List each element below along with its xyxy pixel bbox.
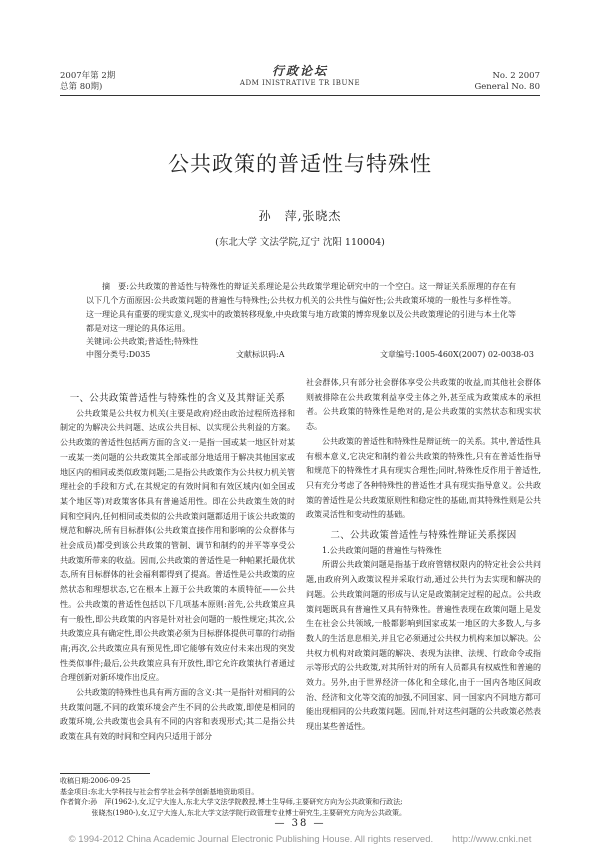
section-heading-1: 一、公共政策普适性与特殊性的含义及其辩证关系 [69, 393, 286, 404]
section-heading-2: 二、公共政策普适性与特殊性辩证关系探因 [330, 530, 517, 542]
header-right-line1: No. 2 2007 [492, 71, 540, 81]
abstract-text: 摘 要:公共政策的普适性与特殊性的辩证关系理论是公共政策学理论研究中的一个空白。这一辩证关系原理的存在有以下几个方面原因:公共政策问题的普遍性与特殊性;公共权力机关的公共性与偏好性;公共政策环境的一般性与多样性等。这一理论具有重要的现实意义,现实中的政策转移现象,中央政策与地方政策的博弈现象以及公共政策理论的引进与本土化等都是对这一理论的具体运用。 [86, 282, 516, 333]
header-left-line1: 2007年第 2期 [60, 71, 116, 81]
fund-note: 基金项目:东北大学科技与社会哲学社会科学创新基地资助项目。 [60, 787, 259, 796]
left-column [60, 392, 295, 745]
article-number: 文章编号:1005-460X(2007) 02-0038-03 [380, 350, 534, 359]
subsection-heading: 1.公共政策问题的普遍性与特殊性 [322, 545, 442, 555]
paragraph: 公共政策是公共权力机关(主要是政府)经由政治过程所选择和制定的为解决公共问题、达成公共目标、以实现公共利益的方案。公共政策的普适性包括两方面的含义:一是指一国或某一地区针对某一或某一类问题的公共政策其全部或部分地适用于解决其他国家或地区内的相同或类似政策问题;二是指公共政策作为公共权力机关管理社会的手段和方式,在其规定的有效时间和有效区域内(如全国或某个地区等)对政策客体具有普遍适用性。即在公共政策生效的时间和空间内,任何相同或类似的公共政策问题都适用于该公共政策的规范和解决,所有目标群体(公共政策直接作用和影响的公众群体与社会成员)都受到该公共政策的管制、调节和制约的并平等享受公共政策所带来的收益。因而,公共政策的普适性是一种帕累托最优状态,所有目标群体的社会福利都得到了提高。普适性是公共政策的应然状态和理想状态,它在根本上源于公共政策的本质特征——公共性。公共政策的普适性包括以下几项基本原则:首先,公共政策应具有一般性,即公共政策的内容是针对社会问题的一般性规定;其次,公共政策应具有确定性,即公共政策必须为目标群体提供可靠的行动指南;再次,公共政策应具有预见性,即它能够有效应付未来出现的突发性类似事件;最后,公共政策应具有开放性,即它允许政策执行者通过合理创新对新环境作出反应。 [60, 408, 295, 683]
paragraph: 公共政策的普适性和特殊性是辩证统一的关系。其中,普适性具有根本意义,它决定和制约着公共政策的特殊性,只有在普适性指导和规范下的特殊性才具有现实合理性;同时,特殊性反作用于普适性,只有充分考虑了各种特殊性的普适性才具有现实指导意义。公共政策的普适性是公共政策原则性和稳定性的基础,而其特殊性则是公共政策灵活性和变动性的基础。 [306, 436, 541, 520]
header-issue-en [474, 71, 540, 93]
received-date: 收稿日期:2006-09-25 [60, 777, 131, 785]
right-column [306, 376, 541, 735]
article-authors: 孙 萍,张晓杰 [258, 209, 342, 223]
paragraph: 所谓公共政策问题是指基于政府管辖权限内的特定社会公共问题,由政府列入政策议程并采取行动,通过公共行为去实现和解决的问题。公共政策问题的形成与认定是政策制定过程的起点。公共政策问题既具有普遍性又具有特殊性。普遍性表现在政策问题上是发生在社会公共领域,一般都影响到国家或某一地区的大多数人,与多数人的生活息息相关,并且它必须通过公共权力机构来加以解决。公共权力机构对政策问题的解决、表现为法律、法规、行政命令或指示等形式的公共政策,对其所针对的所有人员都具有权威性和普遍的效力。另外,由于世界经济一体化和全球化,由于一国内各地区间政治、经济和文化等交流的加强,不同国家、同一国家内不同地方都可能出现相同的公共政策问题。因而,针对这些问题的公共政策必然表现出某些普适性。 [306, 560, 541, 732]
header-right-line2: General No. 80 [474, 82, 540, 92]
footnote-rule [60, 773, 150, 774]
keywords: 关键词:公共政策;普适性;特殊性 [86, 337, 199, 346]
header-left-line2: 总第 80期) [60, 82, 103, 92]
paragraph: 社会群体,只有部分社会群体享受公共政策的收益,而其他社会群体则被排除在公共政策利益享受主体之外,甚至成为政策成本的承担者。公共政策的特殊性是绝对的,是公共政策的实然状态和现实状态。 [306, 378, 541, 432]
footnotes [60, 776, 540, 818]
header-rule [60, 95, 540, 96]
copyright-line: © 1994-2012 China Academic Journal Electronic Publishing House. All rights reserved. http://www.cnki.net [68, 834, 532, 845]
abstract [86, 280, 516, 336]
article-title: 公共政策的普适性与特殊性 [168, 152, 432, 176]
author-bio-1: 作者简介:孙 萍(1962-),女,辽宁大连人,东北大学文法学院教授,博士生导师,主要研究方向为公共政策和行政法; [60, 798, 403, 806]
author-affiliation: (东北大学 文法学院,辽宁 沈阳 110004) [215, 237, 385, 248]
author-bio-2: 张晓杰(1980-),女,辽宁大连人,东北大学文法学院行政管理专业博士研究生,主要研究方向为公共政策。 [91, 808, 407, 817]
clc-number: 中图分类号:D035 [86, 350, 151, 359]
journal-logo: 行政论坛 [271, 64, 328, 78]
journal-name-en: ADM INISTRATIVE TR IBUNE [239, 79, 361, 87]
page-number: — 38 — [274, 818, 326, 829]
document-code: 文献标识码:A [236, 350, 285, 359]
paragraph: 公共政策的特殊性也具有两方面的含义:其一是指针对相同的公共政策问题,不同的政策环境会产生不同的公共政策,即使是相同的政策环境,公共政策也会具有不同的内容和表现形式;其二是指公共政策在具有效的时间和空间内只适用于部分 [60, 688, 295, 742]
